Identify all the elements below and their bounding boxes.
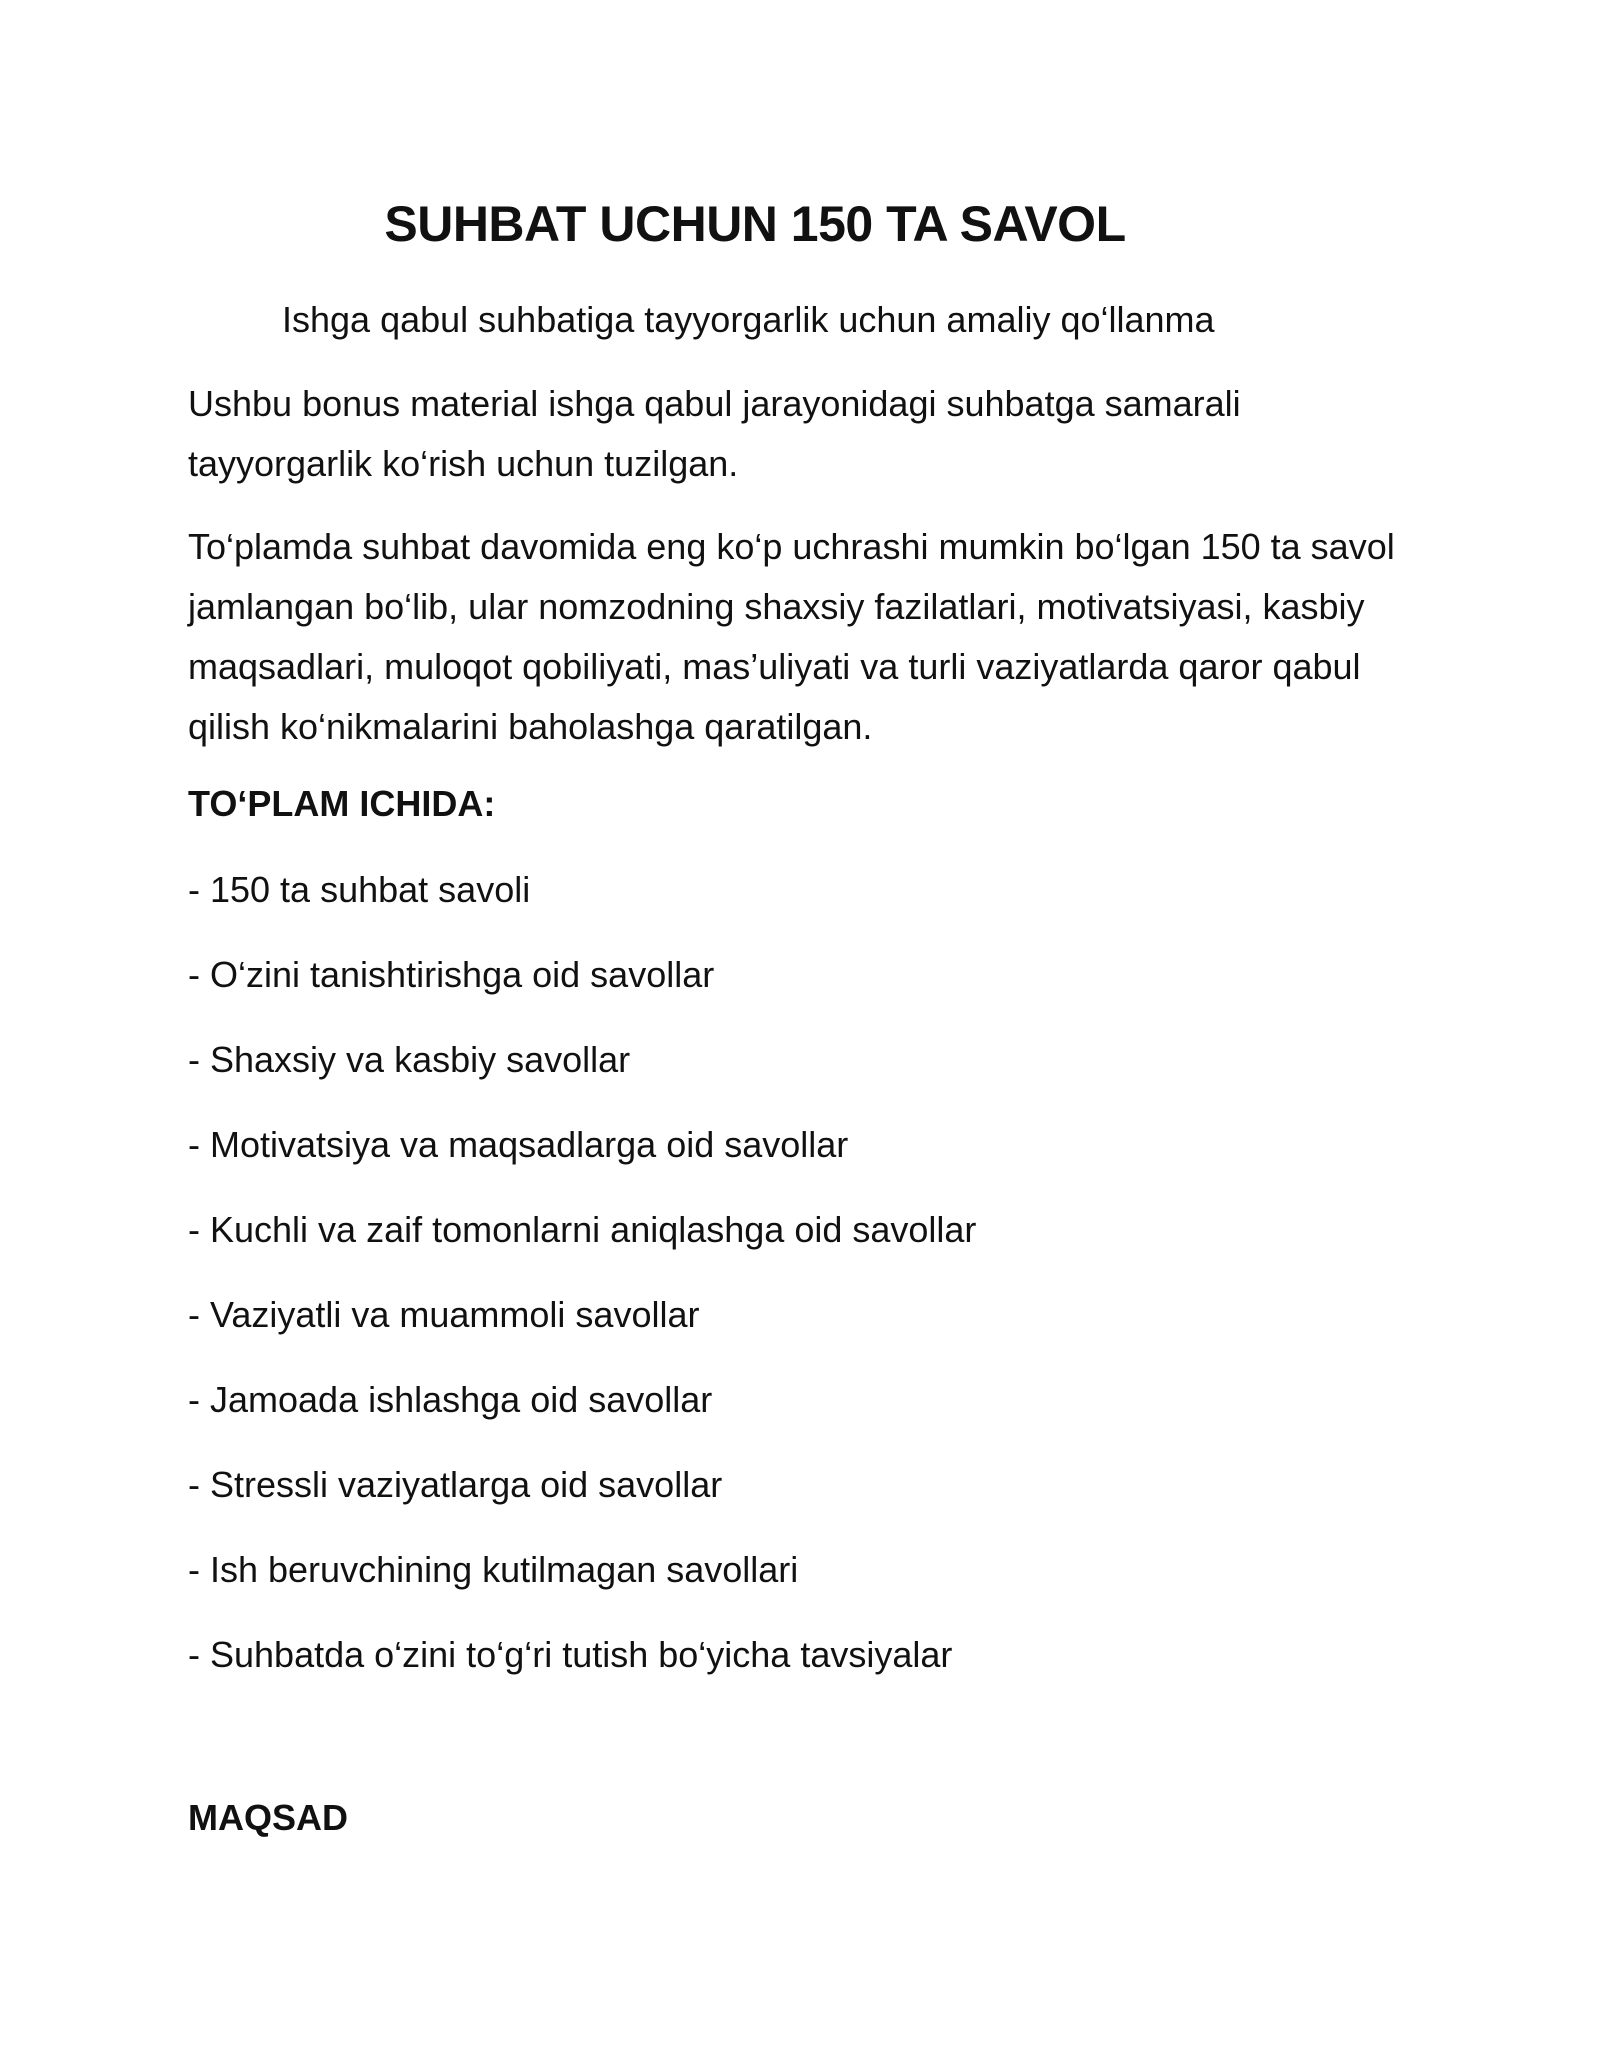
list-item: - Kuchli va zaif tomonlarni aniqlashga oid savollar	[188, 1209, 977, 1250]
list-item: - Suhbatda o‘zini to‘g‘ri tutish bo‘yicha tavsiyalar	[188, 1634, 953, 1675]
contents-heading: TO‘PLAM ICHIDA:	[188, 783, 496, 824]
list-item: - Vaziyatli va muammoli savollar	[188, 1294, 700, 1335]
list-item: - Jamoada ishlashga oid savollar	[188, 1379, 713, 1420]
list-item: - O‘zini tanishtirishga oid savollar	[188, 954, 715, 995]
list-item: - Stressli vaziyatlarga oid savollar	[188, 1464, 723, 1505]
document-title: SUHBAT UCHUN 150 TA SAVOL	[384, 196, 1126, 252]
list-item: - Shaxsiy va kasbiy savollar	[188, 1039, 631, 1080]
contents-list	[188, 860, 976, 1710]
description-paragraph: To‘plamda suhbat davomida eng ko‘p uchrashi mumkin bo‘lgan 150 ta savol jamlangan bo‘lib, ular nomzodning shaxsiy fazilatlari, motivatsiyasi, kasbiy maqsadlari, muloqot qobiliyati, mas’uliyati va turli vaziyatlarda qaror qabul qilish ko‘nikmalarini baholashga qaratilgan.	[188, 526, 1395, 747]
goal-heading: MAQSAD	[188, 1797, 348, 1838]
list-item: - 150 ta suhbat savoli	[188, 869, 531, 910]
document-subtitle: Ishga qabul suhbatiga tayyorgarlik uchun amaliy qo‘llanma	[282, 299, 1215, 340]
intro-paragraph: Ushbu bonus material ishga qabul jarayonidagi suhbatga samarali tayyorgarlik ko‘rish uchun tuzilgan.	[188, 383, 1241, 484]
list-item: - Ish beruvchining kutilmagan savollari	[188, 1549, 799, 1590]
list-item: - Motivatsiya va maqsadlarga oid savollar	[188, 1124, 849, 1165]
